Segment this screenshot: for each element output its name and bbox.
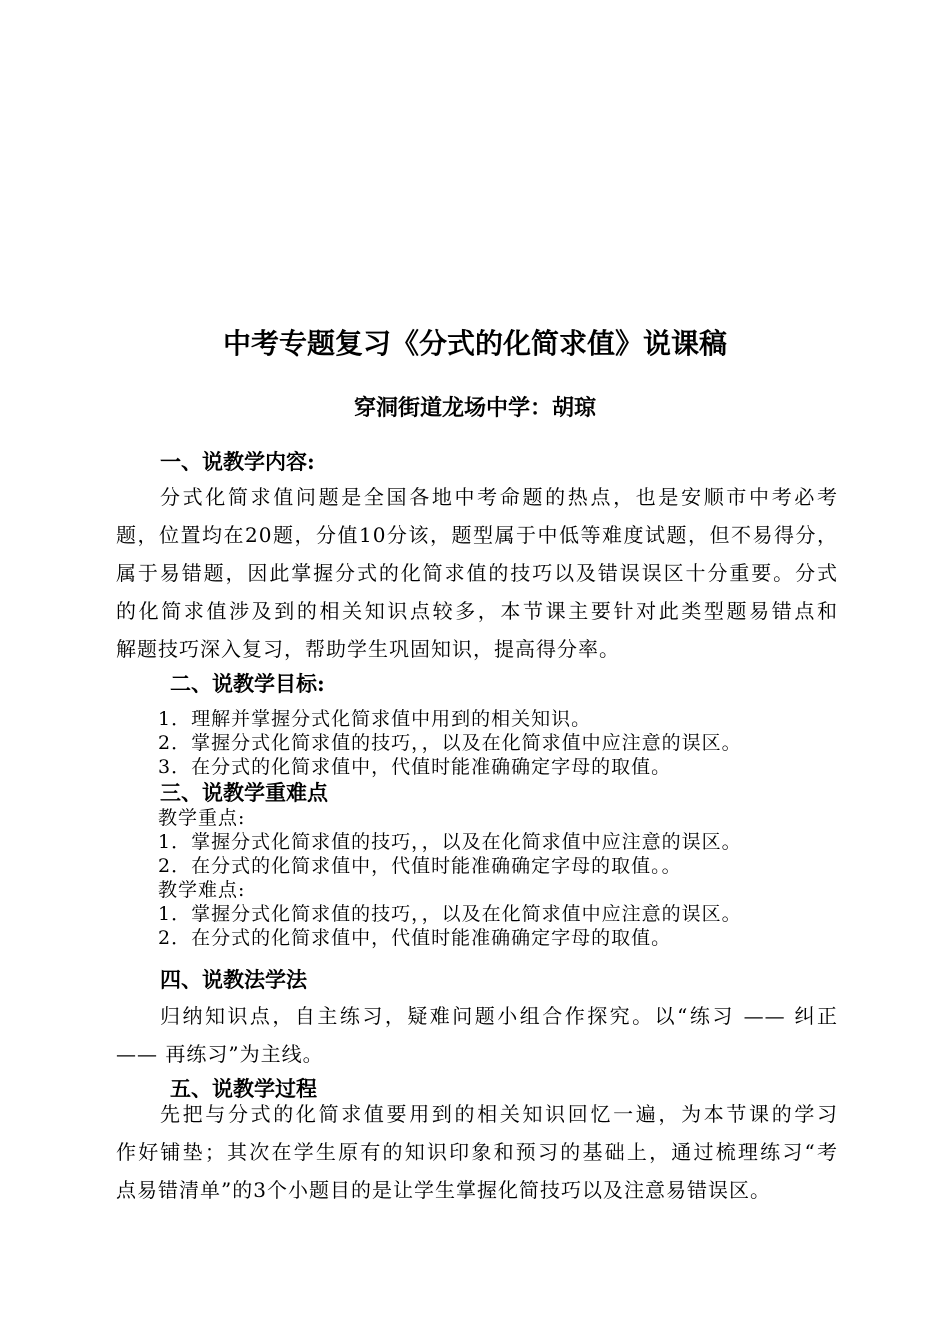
paragraph-line: 题，位置均在20题，分值10分该，题型属于中低等难度试题，但不易得分，	[116, 523, 838, 547]
key-label: 教学重点:	[158, 807, 246, 829]
section-heading-key-points: 三、说教学重难点	[160, 780, 328, 805]
list-item: 1．掌握分式化简求值的技巧，，以及在化简求值中应注意的误区。	[158, 903, 742, 925]
author-line: 穿洞街道龙场中学：胡琼	[353, 395, 596, 421]
section-heading-content: 一、说教学内容:	[160, 449, 315, 474]
section-process-paragraph	[116, 1095, 838, 1209]
paragraph-line: 属于易错题，因此掌握分式的化简求值的技巧以及错误误区十分重要。分式	[116, 561, 838, 585]
paragraph-line: 的化简求值涉及到的相关知识点较多，本节课主要针对此类型题易错点和	[116, 599, 838, 623]
paragraph-line: 作好铺垫；其次在学生原有的知识印象和预习的基础上，通过梳理练习“考	[116, 1140, 838, 1164]
goals-list	[158, 707, 742, 779]
list-item: 1．理解并掌握分式化简求值中用到的相关知识。	[158, 708, 592, 730]
paragraph-line: 分式化简求值问题是全国各地中考命题的热点，也是安顺市中考必考	[160, 485, 838, 509]
section-heading-goals: 二、说教学目标:	[170, 671, 325, 696]
key-points-list	[158, 806, 742, 950]
section-heading-methods: 四、说教法学法	[160, 967, 307, 992]
document-title: 中考专题复习《分式的化简求值》说课稿	[222, 327, 727, 360]
list-item: 2．在分式的化简求值中，代值时能准确确定字母的取值。	[158, 927, 672, 949]
paragraph-line: 归纳知识点，自主练习，疑难问题小组合作探究。以“练习 —— 纠正	[160, 1004, 838, 1028]
section-methods-paragraph	[116, 997, 838, 1073]
list-item: 2．掌握分式化简求值的技巧，，以及在化简求值中应注意的误区。	[158, 732, 742, 754]
section-content-paragraph	[116, 478, 838, 668]
list-item: 2．在分式的化简求值中，代值时能准确确定字母的取值。。	[158, 855, 682, 877]
paragraph-line: —— 再练习”为主线。	[116, 1042, 324, 1066]
paragraph-line: 点易错清单”的3个小题目的是让学生掌握化简技巧以及注意易错误区。	[116, 1178, 771, 1202]
difficulty-label: 教学难点:	[158, 879, 246, 901]
list-item: 1．掌握分式化简求值的技巧，，以及在化简求值中应注意的误区。	[158, 831, 742, 853]
section-heading-process: 五、说教学过程	[170, 1076, 317, 1101]
paragraph-line: 先把与分式的化简求值要用到的相关知识回忆一遍，为本节课的学习	[160, 1102, 838, 1126]
paragraph-line: 解题技巧深入复习，帮助学生巩固知识，提高得分率。	[116, 637, 620, 661]
list-item: 3．在分式的化简求值中，代值时能准确确定字母的取值。	[158, 756, 672, 778]
